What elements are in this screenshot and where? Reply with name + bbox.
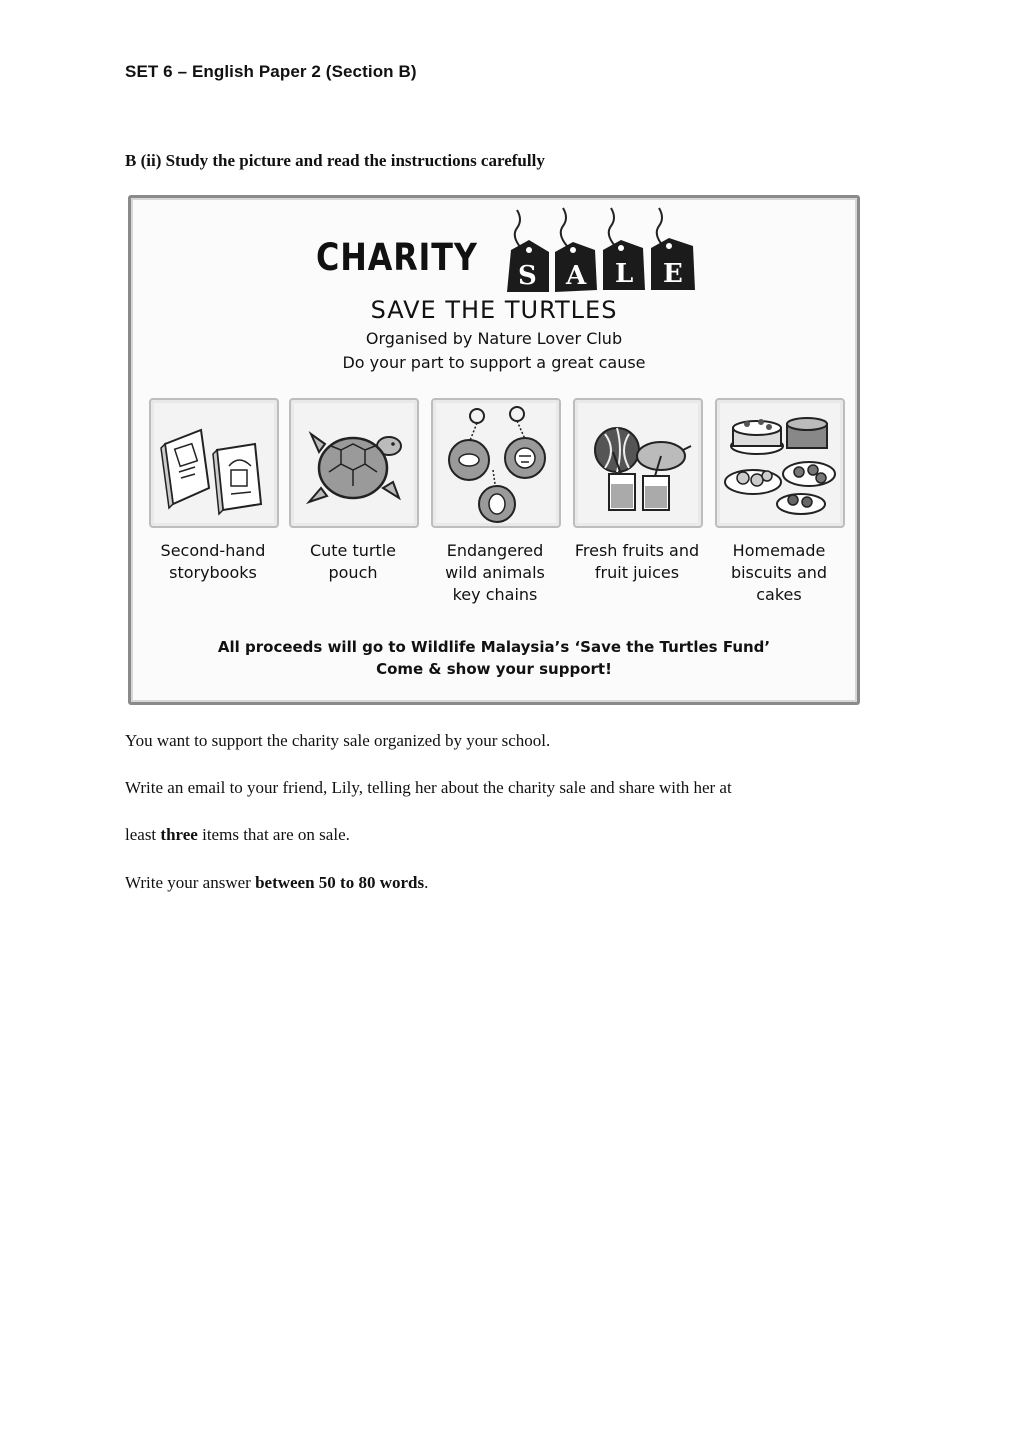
tag-l — [603, 240, 645, 290]
poster-title-charity: CHARITY — [316, 236, 478, 279]
tag-a — [555, 242, 597, 292]
item-frame — [431, 398, 561, 528]
text-segment: items that are on sale. — [197, 825, 350, 844]
keychains-icon — [433, 400, 559, 526]
item-label: Cute turtle pouch — [309, 541, 397, 582]
item-frame — [149, 398, 279, 528]
paragraph-task-continued — [125, 825, 350, 845]
poster-tagline: Do your part to support a great cause — [342, 353, 646, 372]
svg-text:A: A — [566, 261, 587, 291]
page-header: SET 6 – English Paper 2 (Section B) — [125, 62, 417, 81]
charity-sale-poster — [128, 195, 860, 705]
poster-subtitle: SAVE THE TURTLES — [370, 296, 618, 324]
svg-text:S: S — [518, 261, 537, 291]
sale-tags-icon — [499, 206, 709, 298]
text-segment: least — [125, 825, 161, 844]
paragraph-task: Write an email to your friend, Lily, telling her about the charity sale and share with her at — [125, 778, 732, 797]
sale-item-storybooks — [149, 398, 277, 584]
tag-s — [507, 240, 549, 292]
item-frame — [573, 398, 703, 528]
item-frame — [289, 398, 419, 528]
sale-item-fruits — [573, 398, 701, 584]
item-label: Endangered wild animals key chains — [445, 541, 545, 604]
cakes-icon — [717, 400, 843, 526]
fruits-icon — [575, 400, 701, 526]
svg-text:E: E — [663, 259, 683, 289]
svg-text:L: L — [615, 259, 634, 289]
item-label: Homemade biscuits and cakes — [730, 541, 828, 604]
paragraph-context: You want to support the charity sale organized by your school. — [125, 731, 551, 750]
paragraph-word-limit — [125, 873, 428, 893]
text-segment: . — [424, 873, 429, 892]
sale-item-turtle-pouch — [289, 398, 417, 584]
sale-item-cakes — [715, 398, 843, 606]
poster-footer-support: Come & show your support! — [376, 660, 612, 678]
emphasis-word-count: between 50 to 80 words — [255, 873, 425, 892]
item-label: Fresh fruits and fruit juices — [574, 541, 700, 582]
emphasis-three: three — [160, 825, 198, 844]
poster-footer-proceeds: All proceeds will go to Wildlife Malaysia’s ‘Save the Turtles Fund’ — [217, 638, 771, 656]
tag-e — [651, 238, 695, 290]
item-frame — [715, 398, 845, 528]
poster-organiser: Organised by Nature Lover Club — [365, 329, 623, 348]
instruction-heading: B (ii) Study the picture and read the instructions carefully — [125, 151, 545, 170]
turtle-icon — [291, 400, 417, 526]
sale-item-key-chains — [431, 398, 559, 606]
text-segment: Write your answer — [125, 873, 256, 892]
sale-items — [149, 398, 839, 618]
item-label: Second-hand storybooks — [160, 541, 266, 582]
books-icon — [151, 400, 277, 526]
